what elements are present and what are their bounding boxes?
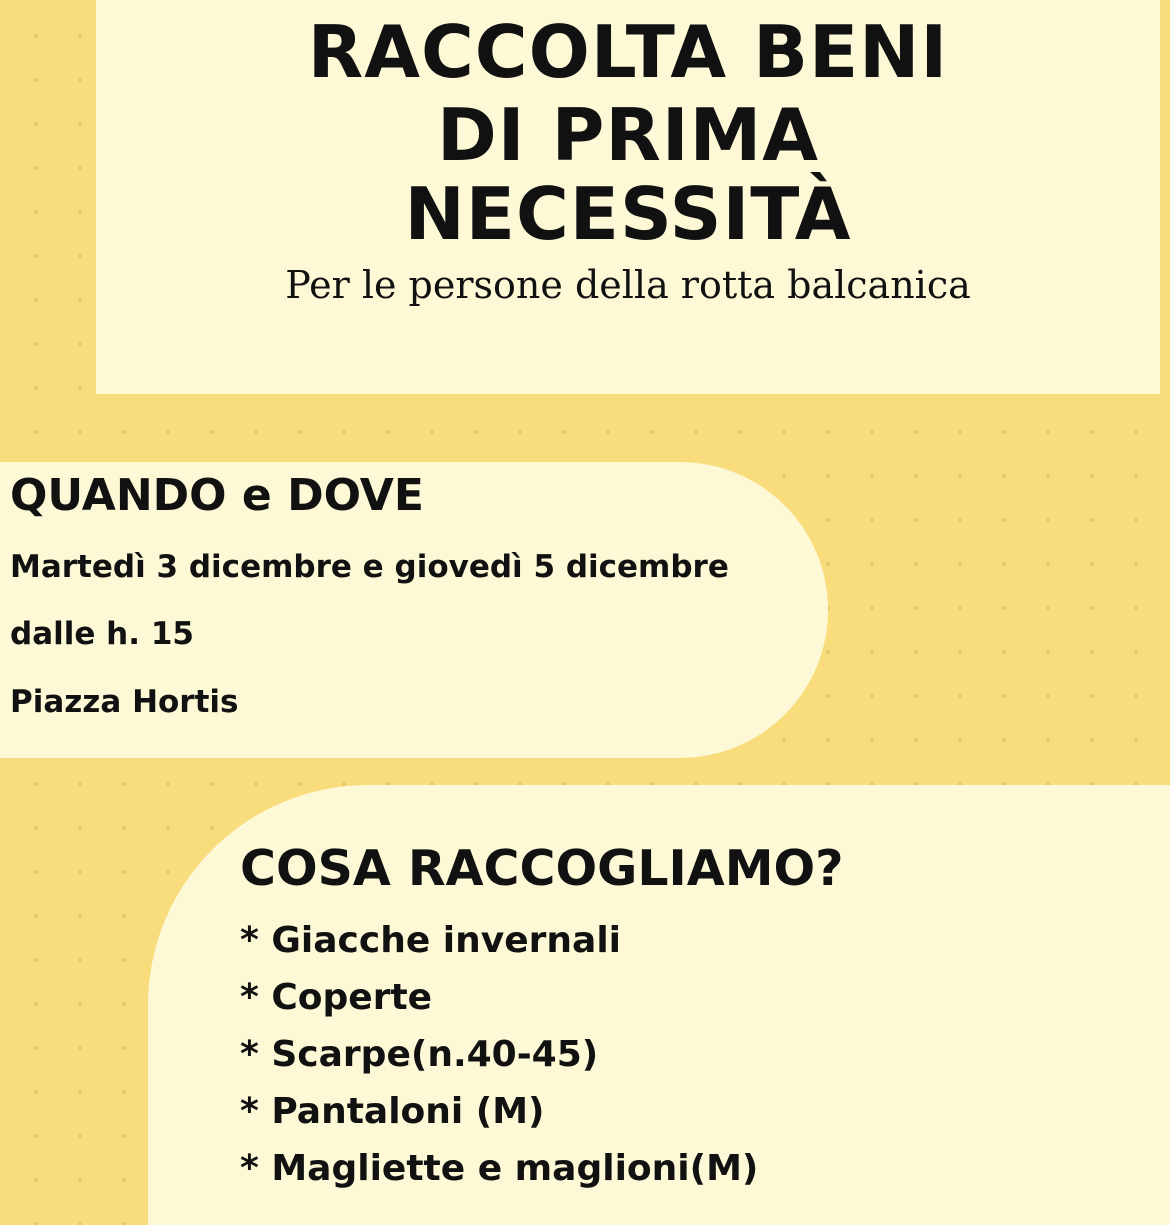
when-where-heading: QUANDO e DOVE (10, 470, 424, 521)
title-line-2: DI PRIMA (437, 93, 819, 177)
list-item: * Coperte (240, 977, 433, 1018)
items-list (240, 912, 758, 1197)
event-location: Piazza Hortis (10, 684, 239, 720)
list-item: * Giacche invernali (240, 920, 622, 961)
title-line-3: NECESSITÀ (404, 172, 852, 256)
list-item: * Magliette e maglioni(M) (240, 1148, 759, 1189)
subtitle: Per le persone della rotta balcanica (285, 263, 971, 307)
list-item: * Scarpe(n.40-45) (240, 1034, 599, 1075)
list-item: * Pantaloni (M) (240, 1091, 545, 1132)
title-line-1: RACCOLTA BENI (307, 10, 949, 94)
event-dates: Martedì 3 dicembre e giovedì 5 dicembre (10, 549, 729, 585)
event-time: dalle h. 15 (10, 616, 194, 652)
items-heading: COSA RACCOGLIAMO? (240, 840, 844, 897)
